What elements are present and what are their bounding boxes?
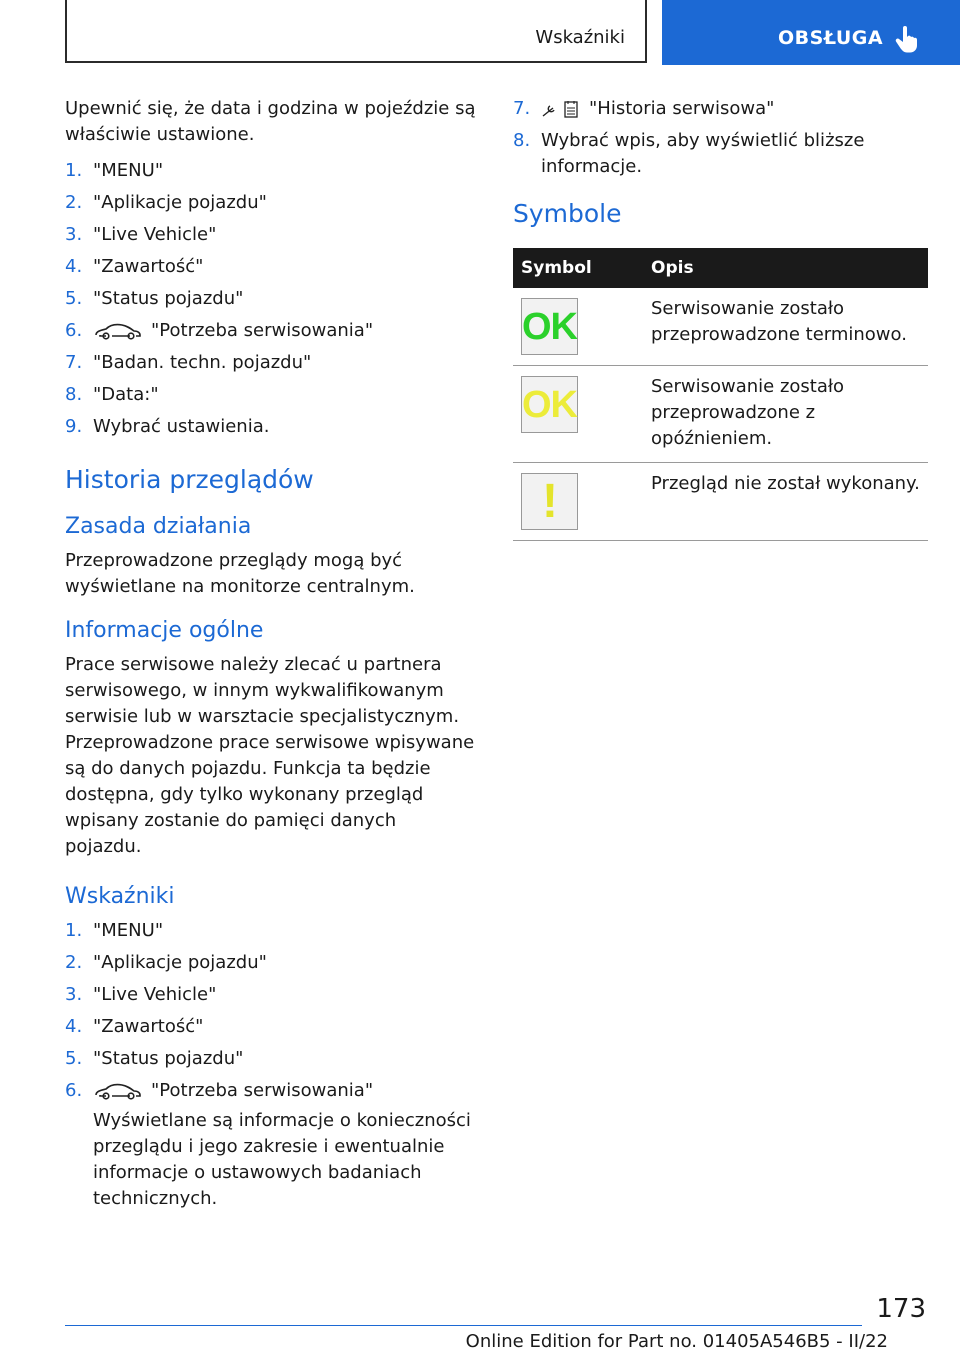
ok-green-symbol-icon: OK bbox=[521, 298, 578, 355]
page-number: 173 bbox=[876, 1294, 926, 1324]
table-row bbox=[513, 366, 928, 463]
step-description: Wyświetlane są informacje o konieczności przeglądu i jego zakresie i ewentualnie informacje o ustawowych badaniach technicznych. bbox=[93, 1110, 471, 1209]
list-item: 5. "Status pojazdu" bbox=[65, 288, 244, 309]
right-column bbox=[513, 96, 928, 541]
heading-indicators: Wskaźniki bbox=[65, 884, 175, 909]
list-item: 5. "Status pojazdu" bbox=[65, 1048, 244, 1069]
ok-yellow-symbol-icon: OK bbox=[521, 376, 578, 433]
header-chapter-label: OBSŁUGA bbox=[778, 27, 884, 49]
left-column bbox=[65, 96, 477, 1218]
exclamation-symbol-icon: ! bbox=[521, 473, 578, 530]
table-header-row bbox=[513, 248, 928, 288]
list-item: 2. "Aplikacje pojazdu" bbox=[65, 192, 267, 213]
pointing-hand-icon bbox=[894, 26, 918, 54]
list-item: 4. "Zawartość" bbox=[65, 1016, 204, 1037]
list-item: 3. "Live Vehicle" bbox=[65, 984, 217, 1005]
column-header-symbol: Symbol bbox=[513, 248, 643, 288]
service-history-icon bbox=[541, 99, 581, 119]
header-section-box bbox=[65, 0, 647, 63]
steps-list-history bbox=[513, 96, 928, 180]
heading-principle: Zasada działania bbox=[65, 514, 252, 539]
list-item: 9. Wybrać ustawienia. bbox=[65, 416, 270, 437]
steps-list-indicators bbox=[65, 918, 477, 1212]
list-item: 3. "Live Vehicle" bbox=[65, 224, 217, 245]
row-description: Przegląd nie został wykonany. bbox=[643, 463, 928, 541]
column-header-description: Opis bbox=[643, 248, 928, 288]
footer-edition: Online Edition for Part no. 01405A546B5 - II/22 bbox=[465, 1331, 888, 1352]
list-item: 1. "MENU" bbox=[65, 160, 164, 181]
list-item: 1. "MENU" bbox=[65, 920, 164, 941]
table-row bbox=[513, 463, 928, 541]
list-item: 7. "Historia serwisowa" bbox=[513, 98, 775, 119]
steps-list-date bbox=[65, 158, 477, 440]
heading-general-info: Informacje ogólne bbox=[65, 618, 264, 643]
principle-paragraph: Przeprowadzone przeglądy mogą być wyświetlane na monitorze centralnym. bbox=[65, 550, 415, 597]
car-icon bbox=[93, 1081, 143, 1101]
row-description: Serwisowanie zostało przeprowadzone terminowo. bbox=[643, 288, 928, 366]
footer-divider bbox=[65, 1325, 862, 1326]
heading-history: Historia przeglądów bbox=[65, 465, 314, 494]
general-info-paragraph: Prace serwisowe należy zlecać u partnera serwisowego, w innym wykwalifikowanym serwisie lub w warsztacie specjalistycznym. Przeprowadzone prace serwisowe wpisywane są do danych pojazdu. Funkcja ta będzie dostępna, gdy tylko wykonany przegląd wpisany zostanie do pamięci danych pojazdu. bbox=[65, 654, 475, 857]
table-row bbox=[513, 288, 928, 366]
list-item: 6. "Potrzeba serwisowania" Wyświetlane są informacje o konieczności przeglądu i jego zakresie i ewentualnie informacje o ustawowych badaniach technicznych. bbox=[65, 1078, 477, 1212]
list-item: 4. "Zawartość" bbox=[65, 256, 204, 277]
car-icon bbox=[93, 321, 143, 341]
symbols-table bbox=[513, 248, 928, 541]
list-item: 7. "Badan. techn. pojazdu" bbox=[65, 352, 312, 373]
heading-symbols: Symbole bbox=[513, 199, 622, 228]
intro-paragraph: Upewnić się, że data i godzina w pojeździe są właściwie ustawione. bbox=[65, 98, 476, 145]
header-section-title: Wskaźniki bbox=[535, 27, 625, 48]
header-chapter-tab[interactable] bbox=[662, 0, 960, 65]
list-item: 8. Wybrać wpis, aby wyświetlić bliższe informacje. bbox=[513, 130, 865, 177]
row-description: Serwisowanie zostało przeprowadzone z opóźnieniem. bbox=[643, 366, 928, 463]
list-item: 6. "Potrzeba serwisowania" bbox=[65, 320, 374, 341]
list-item: 2. "Aplikacje pojazdu" bbox=[65, 952, 267, 973]
list-item: 8. "Data:" bbox=[65, 384, 159, 405]
